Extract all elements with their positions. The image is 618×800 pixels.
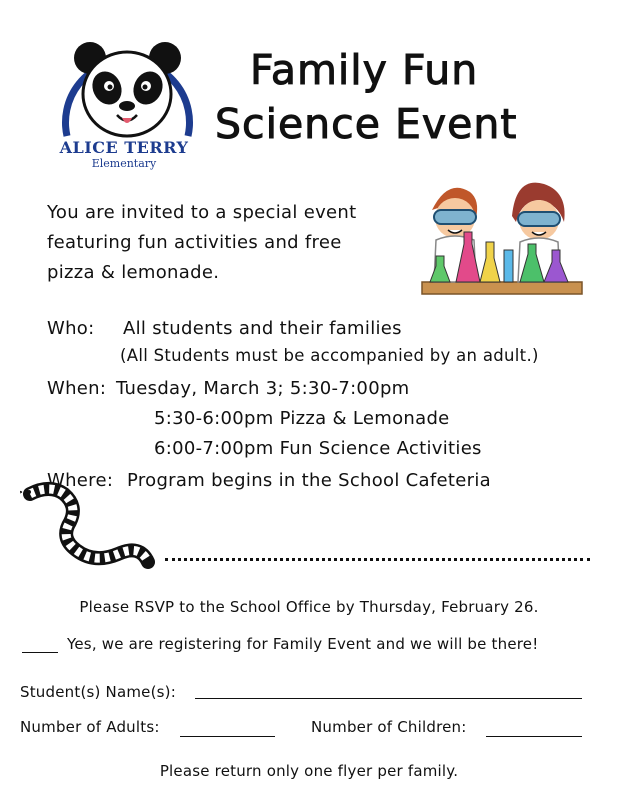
who-label: Who: [47, 318, 95, 339]
title-line-1: Family Fun [250, 46, 479, 94]
intro-line-1: You are invited to a special event [47, 202, 357, 223]
adults-label: Number of Adults: [20, 718, 160, 736]
logo-school-name: ALICE TERRY [59, 138, 189, 157]
cut-line [165, 558, 590, 561]
logo-subtitle: Elementary [91, 157, 157, 170]
title-line-2: Science Event [215, 100, 518, 148]
rsvp-text: Please RSVP to the School Office by Thursday, February 26. [79, 598, 539, 616]
where-label: Where: [47, 470, 114, 491]
students-label: Student(s) Name(s): [20, 683, 176, 701]
when-slot-2: 6:00-7:00pm Fun Science Activities [154, 438, 482, 459]
snake-icon [20, 480, 160, 580]
where-value: Program begins in the School Cafeteria [127, 470, 491, 491]
when-slot-1: 5:30-6:00pm Pizza & Lemonade [154, 408, 450, 429]
who-note: (All Students must be accompanied by an adult.) [120, 346, 539, 365]
students-name-field[interactable] [195, 698, 582, 699]
intro-line-3: pizza & lemonade. [47, 262, 220, 283]
kids-science-illustration [418, 170, 586, 305]
when-value: Tuesday, March 3; 5:30-7:00pm [116, 378, 410, 399]
children-count-field[interactable] [486, 736, 582, 737]
intro-line-2: featuring fun activities and free [47, 232, 342, 253]
confirm-checkbox-line[interactable] [22, 652, 58, 653]
confirm-text: Yes, we are registering for Family Event and we will be there! [67, 635, 539, 653]
children-label: Number of Children: [311, 718, 467, 736]
adults-count-field[interactable] [180, 736, 275, 737]
who-value: All students and their families [123, 318, 402, 339]
footer-text: Please return only one flyer per family. [159, 762, 459, 780]
when-label: When: [47, 378, 107, 399]
